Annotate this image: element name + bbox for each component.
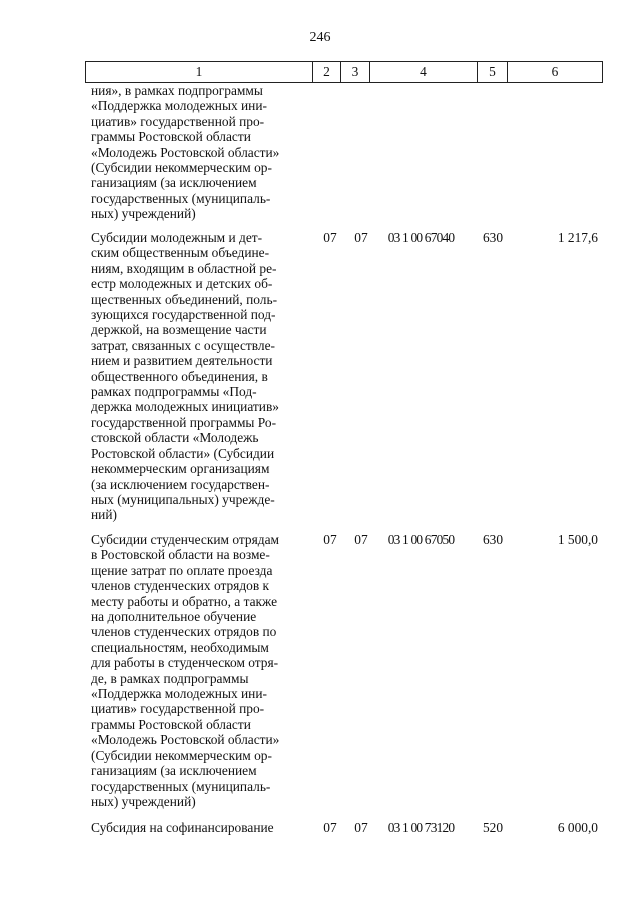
header-col-1: 1 (86, 62, 313, 83)
text-line: ния», в рамках подпрограммы (91, 83, 263, 98)
text-line: месту работы и обратно, а также (91, 593, 278, 609)
amount-value: 1 500,0 (557, 532, 598, 547)
amount-value: 1 217,6 (557, 230, 598, 245)
text-line: граммы Ростовской области (91, 129, 251, 145)
header-col-5: 5 (478, 62, 508, 83)
text-line: ных (муниципальных) учрежде- (91, 491, 275, 507)
text-line: стовской области «Молодежь (91, 430, 259, 446)
text-line: (Субсидии некоммерческим ор- (91, 160, 272, 176)
text-line: (за исключением государствен- (91, 476, 270, 492)
text-line: ганизациям (за исключением (91, 763, 257, 779)
text-line: государственных (муниципаль- (91, 190, 271, 206)
target-article-code: 03 1 00 73120 (387, 820, 455, 835)
page-number: 246 (309, 30, 331, 45)
text-line: ний) (91, 507, 117, 523)
subsection-code: 07 (354, 230, 368, 245)
text-line: ганизациям (за исключением (91, 175, 257, 191)
text-line: держка молодежных инициатив» (91, 399, 279, 415)
text-line: «Поддержка молодежных ини- (91, 686, 267, 702)
text-line: ниям, входящим в областной ре- (91, 260, 277, 276)
text-line: государственной программы Ро- (91, 414, 277, 430)
text-line: нием и развитием деятельности (91, 353, 273, 369)
text-line: ных) учреждений) (91, 206, 196, 222)
target-article-code: 03 1 00 67050 (387, 532, 455, 547)
text-line: Субсидии молодежным и дет- (91, 230, 263, 245)
text-line: «Молодежь Ростовской области» (91, 144, 280, 160)
text-line: государственных (муниципаль- (91, 778, 271, 794)
text-line: рамках подпрограммы «Под- (91, 384, 257, 400)
target-article-code: 03 1 00 67040 (387, 230, 455, 245)
header-col-2: 2 (313, 62, 341, 83)
text-line: членов студенческих отрядов по (91, 624, 277, 640)
text-line: для работы в студенческом отря- (91, 655, 279, 671)
row-description (91, 532, 307, 809)
expense-type-code: 630 (482, 230, 504, 245)
text-line: щественных объединений, поль- (91, 291, 278, 307)
text-line: естр молодежных и детских об- (91, 276, 273, 292)
text-line: членов студенческих отрядов к (91, 578, 270, 594)
text-line: Ростовской области» (Субсидии (91, 445, 275, 461)
text-line: ных) учреждений) (91, 793, 196, 809)
header-col-3: 3 (341, 62, 370, 83)
text-line: в Ростовской области на возме- (91, 547, 270, 563)
expense-type-code: 520 (482, 820, 504, 835)
text-line: затрат, связанных с осуществле- (91, 337, 275, 353)
text-line: циатив» государственной про- (91, 113, 265, 129)
row-description (91, 230, 307, 523)
header-col-6: 6 (508, 62, 603, 83)
header-row (86, 62, 603, 83)
text-line: некоммерческим организациям (91, 461, 270, 477)
row-description (91, 820, 307, 835)
row-description (91, 83, 307, 222)
text-line: на дополнительное обучение (91, 609, 257, 625)
text-line: «Молодежь Ростовской области» (91, 732, 280, 748)
text-line: держкой, на возмещение части (91, 322, 267, 338)
table-header (85, 61, 603, 83)
text-line: щение затрат по оплате проезда (91, 562, 273, 578)
text-line: ским общественным объедине- (91, 245, 270, 261)
text-line: Субсидия на софинансирование (91, 820, 274, 835)
header-col-4: 4 (370, 62, 478, 83)
section-code: 07 (323, 230, 337, 245)
expense-type-code: 630 (482, 532, 504, 547)
amount-value: 6 000,0 (557, 820, 598, 835)
text-line: де, в рамках подпрограммы (91, 670, 249, 686)
text-line: (Субсидии некоммерческим ор- (91, 747, 272, 763)
text-line: циатив» государственной про- (91, 701, 265, 717)
section-code: 07 (323, 532, 337, 547)
text-line: Субсидии студенческим отрядам (91, 532, 279, 547)
text-line: «Поддержка молодежных ини- (91, 98, 267, 114)
text-line: общественного объединения, в (91, 368, 268, 384)
text-line: зующихся государственной под- (91, 307, 276, 323)
section-code: 07 (323, 820, 337, 835)
subsection-code: 07 (354, 820, 368, 835)
subsection-code: 07 (354, 532, 368, 547)
text-line: специальностям, необходимым (91, 639, 269, 655)
text-line: граммы Ростовской области (91, 716, 251, 732)
